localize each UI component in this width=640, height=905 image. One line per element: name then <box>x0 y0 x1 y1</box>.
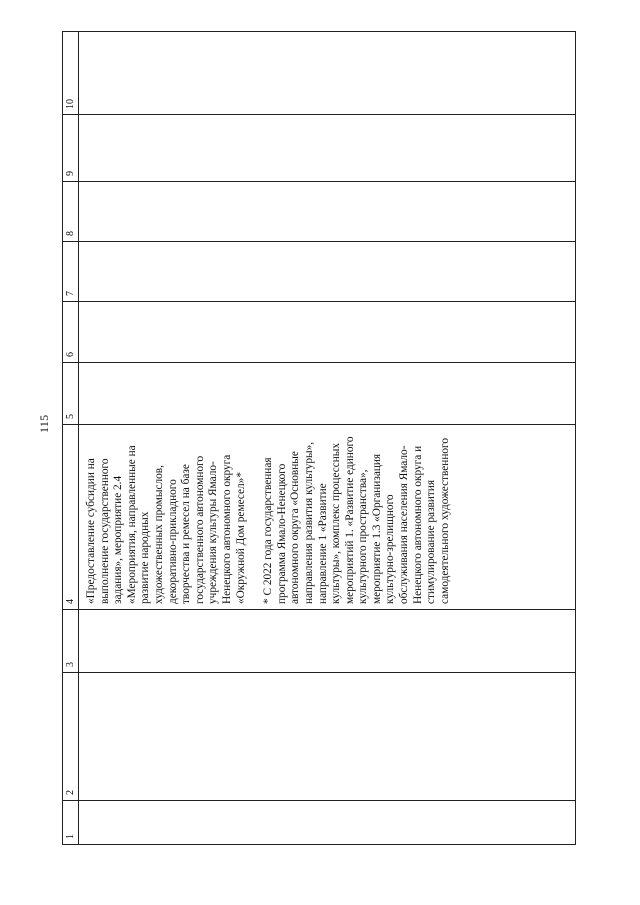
cell-col-4-paragraph-1: «Предоставление субсидии на выполнение государственного задания», мероприятие 2.4 «Мероприятия, направленные на развитие народных художественных промыслов, декоративно-прикладного творчества и ремесел на базе государственного автономного учреждения культуры Ямало-Ненецкого автономного округа «Окружной Дом ремесел»* <box>85 445 247 604</box>
cell-col-4 <box>79 424 575 609</box>
cell-col-8 <box>79 181 575 241</box>
header-col-4: 4 <box>63 424 79 609</box>
header-col-3: 3 <box>63 609 79 672</box>
cell-col-6 <box>79 301 575 362</box>
header-col-9: 9 <box>63 114 79 181</box>
data-table <box>62 31 576 845</box>
cell-col-4-paragraph-2: * С 2022 года государственная программа Ямало-Ненецкого автономного округа «Основные направления развития культуры», направление 1 «Развитие культуры», комплекс процессных мероприятий 1. «Развитие единого культурного пространства», мероприятие 1.3 «Организация культурно-зрелищного обслуживания населения Ямало-Ненецкого автономного округа и стимулирование развития самодеятельного художественного <box>262 436 451 604</box>
table-rotated-container <box>62 31 576 845</box>
header-col-6: 6 <box>63 301 79 362</box>
page-number: 115 <box>37 414 51 433</box>
header-col-8: 8 <box>63 181 79 241</box>
header-col-2: 2 <box>63 672 79 800</box>
cell-col-3 <box>79 609 575 672</box>
cell-col-9 <box>79 114 575 181</box>
cell-col-10 <box>79 32 575 114</box>
header-col-5: 5 <box>63 362 79 424</box>
cell-col-1 <box>79 800 575 844</box>
header-col-1: 1 <box>63 800 79 844</box>
header-col-10: 10 <box>63 32 79 114</box>
cell-col-7 <box>79 241 575 301</box>
header-col-7: 7 <box>63 241 79 301</box>
cell-col-5 <box>79 362 575 424</box>
cell-col-2 <box>79 672 575 800</box>
